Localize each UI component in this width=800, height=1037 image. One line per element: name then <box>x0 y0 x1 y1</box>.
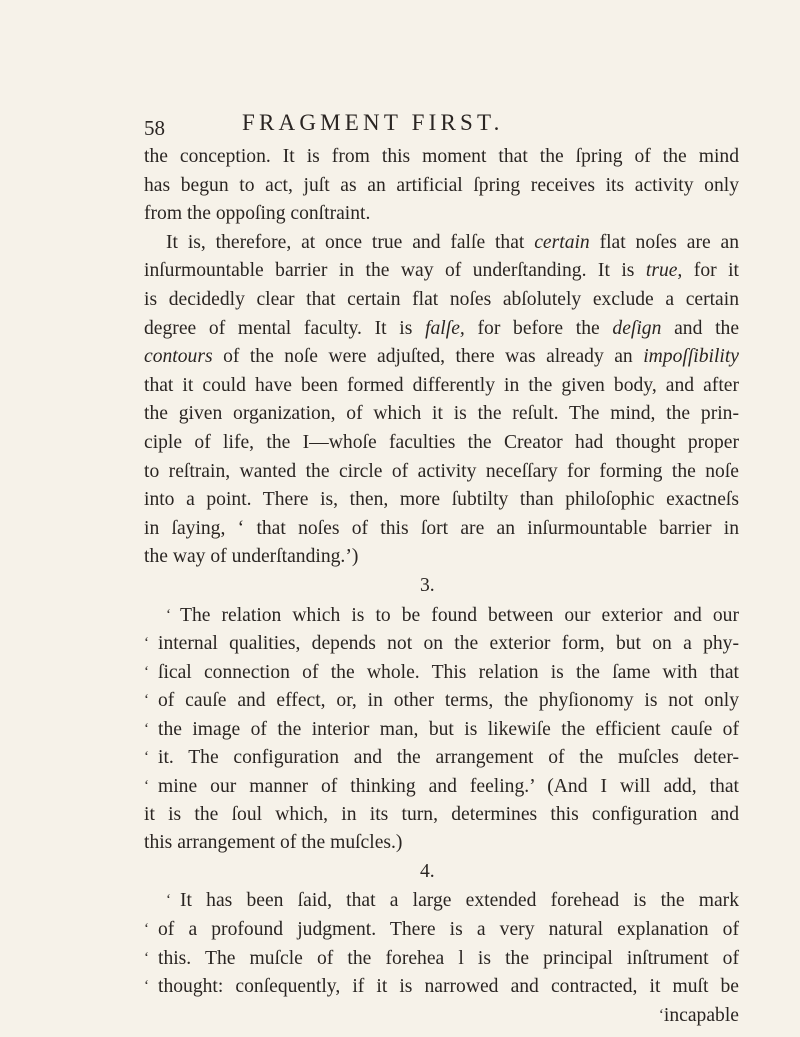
quote-mark: ‘ <box>144 720 149 737</box>
text-line: inſurmountable barrier in the way of underſtanding. It is true, for it <box>144 260 739 282</box>
text-line: ‘ The relation which is to be found between our exterior and our <box>144 601 739 630</box>
text-line: ciple of life, the I—whoſe faculties the Creator had thought proper <box>144 431 739 453</box>
text-line: the conception. It is from this moment that the ſpring of the mind <box>144 146 739 167</box>
italic-word: contours <box>144 346 213 368</box>
text-line: the given organization, of which it is the reſult. The mind, the prin- <box>144 403 739 425</box>
italic-word: true, <box>645 260 683 282</box>
text-line: ‘ thought: conſequently, if it is narrowed and contracted, it muſt be <box>144 972 739 1001</box>
quote-mark: ‘ <box>144 749 149 766</box>
text-line: ‘ of a profound judgment. There is a very natural explanation of <box>144 915 739 944</box>
italic-word: deſign <box>612 317 662 339</box>
quote-mark: ‘ <box>144 921 149 938</box>
catchword: incapable <box>663 1004 739 1026</box>
text-line: degree of mental faculty. It is falſe, for before the deſign and the <box>144 317 740 339</box>
text-line: ‘ internal qualities, depends not on the exterior form, but on a phy- <box>144 629 739 658</box>
section-number: 3. <box>420 574 435 596</box>
text-line: is decidedly clear that certain flat noſes abſolutely exclude a certain <box>144 288 739 310</box>
text-line: ‘ ſical connection of the whole. This relation is the ſame with that <box>144 658 739 687</box>
quote-mark: ‘ <box>144 778 149 795</box>
text-line: ‘ mine our manner of thinking and feeling.’ (And I will add, that <box>144 772 739 801</box>
text-line: ‘ of cauſe and effect, or, in other terms, the phyſionomy is not only <box>144 686 739 715</box>
quote-mark: ‘ <box>166 892 171 909</box>
quote-mark: ‘ <box>144 663 149 680</box>
text-line: into a point. There is, then, more ſubtilty than philoſophic exactneſs <box>144 489 739 511</box>
section-number: 4. <box>420 860 435 882</box>
page-number: 58 <box>144 116 165 140</box>
text-line: ‘ the image of the interior man, but is likewiſe the efficient cauſe of <box>144 715 739 744</box>
text-line: the way of underſtanding.’) <box>144 546 359 568</box>
quote-mark: ‘ <box>144 978 149 995</box>
text-line: that it could have been formed differently in the given body, and after <box>144 374 739 396</box>
italic-word: falſe, <box>425 317 465 339</box>
quote-mark: ‘ <box>658 1006 664 1023</box>
text-line: ‘ this. The muſcle of the forehea l is the principal inſtrument of <box>144 944 739 973</box>
text-line: ‘ it. The configuration and the arrangement of the muſcles deter- <box>144 743 739 772</box>
quote-mark: ‘ <box>166 606 171 623</box>
running-title: FRAGMENT FIRST. <box>242 110 504 135</box>
text-line: in ſaying, ‘ that noſes of this ſort are an inſurmountable barrier in <box>144 517 739 539</box>
text-line: has begun to act, juſt as an artificial ſpring receives its activity only <box>144 174 739 196</box>
text-line: ‘ It has been ſaid, that a large extended forehead is the mark <box>144 886 739 915</box>
text-line: from the oppoſing conſtraint. <box>144 203 371 225</box>
text-line: It is, therefore, at once true and falſe that certain flat noſes are an <box>166 231 740 253</box>
text-line: this arrangement of the muſcles.) <box>144 832 403 854</box>
catchword-line <box>144 1001 739 1030</box>
body-text <box>144 143 739 1029</box>
page-header <box>0 106 800 146</box>
text-line: contours of the noſe were adjuſted, there was already an impoſſibility <box>144 346 739 368</box>
quote-mark: ‘ <box>144 949 149 966</box>
quote-mark: ‘ <box>144 692 149 709</box>
text-line: it is the ſoul which, in its turn, determines this configuration and <box>144 803 739 825</box>
italic-word: certain <box>534 231 590 253</box>
quote-mark: ‘ <box>144 635 149 652</box>
italic-word: impoſſibility <box>643 346 739 368</box>
text-line: to reſtrain, wanted the circle of activity neceſſary for forming the noſe <box>144 460 739 482</box>
